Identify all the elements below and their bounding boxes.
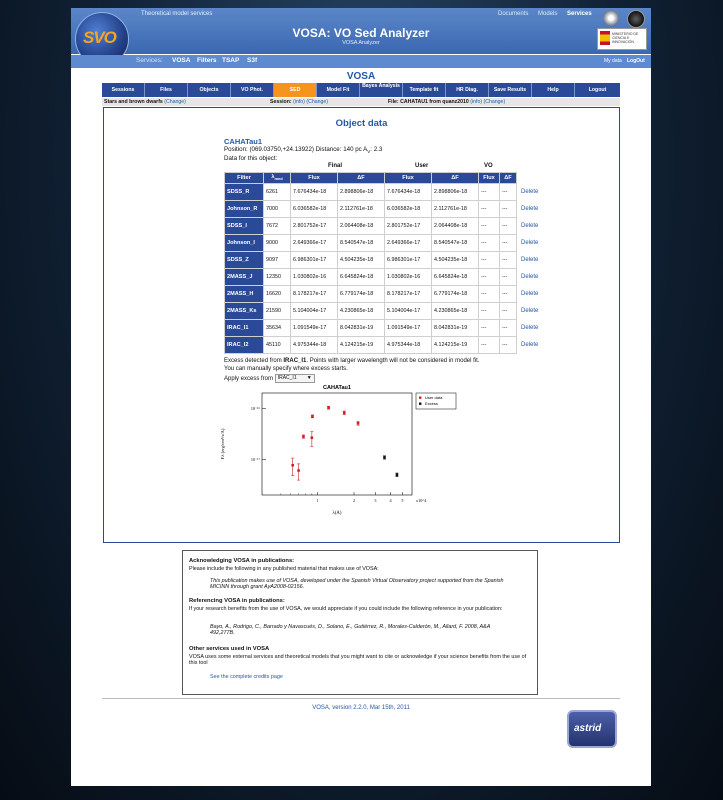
content-panel (103, 107, 620, 543)
tab-model-fit[interactable]: Model Fit (317, 83, 360, 97)
col-lambda-sub: med (274, 176, 283, 182)
cell-vo-df: --- (500, 286, 517, 303)
legend-label: Excess (425, 401, 438, 406)
excess-pre: Excess detected from (224, 358, 284, 364)
table-row (225, 303, 544, 320)
cell-vo-df: --- (500, 337, 517, 354)
services-bar (71, 55, 651, 68)
ref-text: If your research benefits from the use of VOSA, we would appreciate if you could include the following reference in your publication: (189, 606, 503, 612)
cell-vo-flux: --- (479, 235, 500, 252)
spain-flag-icon (600, 31, 610, 45)
data-point (383, 456, 386, 459)
cell-final-flux: 2.801752e-17 (291, 218, 338, 235)
delete-link[interactable]: Delete (521, 206, 539, 212)
sed-chart (216, 383, 476, 533)
col-user-df: ΔF (432, 173, 479, 184)
y-axis-label: Fλ (erg/cm²/s/A) (220, 428, 225, 460)
apply-excess-select[interactable] (275, 374, 315, 383)
astrid-logo[interactable] (567, 710, 617, 748)
my-data-link[interactable]: My data (604, 58, 622, 64)
cell-lambda: 9000 (264, 235, 291, 252)
tab-files[interactable]: Files (145, 83, 188, 97)
excess-message (224, 358, 479, 364)
cell-lambda: 12350 (264, 269, 291, 286)
cell-lambda: 6261 (264, 184, 291, 201)
photometry-table (224, 172, 544, 354)
cell-lambda: 7672 (264, 218, 291, 235)
credits-link[interactable]: See the complete credits page (210, 674, 283, 680)
data-point (396, 474, 399, 477)
cell-vo-flux: --- (479, 303, 500, 320)
cell-user-df: 2.898806e-18 (432, 184, 479, 201)
credits-box (182, 550, 538, 695)
cell-vo-df: --- (500, 201, 517, 218)
legend-marker (419, 397, 421, 399)
table-row (225, 201, 544, 218)
astrid-logo-text: astrid (574, 723, 602, 734)
version-text: VOSA, version 2.2.0, Mar 15th, 2011 (312, 705, 410, 711)
table-row (225, 252, 544, 269)
y-tick-label: 10⁻¹⁷ (250, 456, 260, 462)
documents-link[interactable]: Documents (498, 11, 529, 17)
tab-sessions[interactable]: Sessions (102, 83, 145, 97)
service-vosa[interactable]: VOSA (172, 57, 191, 64)
cell-user-flux: 1.030802e-16 (385, 269, 432, 286)
file-change-link[interactable]: (Change) (483, 99, 506, 105)
svo-logo-text: SVO (83, 28, 116, 47)
cell-vo-flux: --- (479, 184, 500, 201)
cell-user-flux: 2.649366e-17 (385, 235, 432, 252)
tab-objects[interactable]: Objects (188, 83, 231, 97)
apply-excess-value: IRAC_I1 (277, 375, 297, 381)
col-final-flux: Flux (291, 173, 338, 184)
data-point (302, 435, 305, 438)
x-tick-label: 3 (374, 498, 377, 503)
tab-hr-diag[interactable]: HR Diag. (446, 83, 489, 97)
user-group-header: User (415, 163, 429, 169)
excess-post: . Points with larger wavelength will not be considered in model fit. (306, 358, 480, 364)
cell-final-flux: 6.036582e-18 (291, 201, 338, 218)
session-change-link[interactable]: (Change) (306, 99, 328, 105)
cell-user-flux: 5.104004e-17 (385, 303, 432, 320)
table-header-row (225, 173, 544, 184)
cell-final-df: 2.112761e-18 (338, 201, 385, 218)
cell-filter: 2MASS_J (225, 269, 264, 286)
site-header (71, 8, 651, 54)
cell-final-df: 4.504235e-18 (338, 252, 385, 269)
models-label: Stars and brown dwarfs (104, 99, 163, 105)
data-point (311, 436, 314, 439)
cell-user-flux: 2.801752e-17 (385, 218, 432, 235)
table-row (225, 286, 544, 303)
x-multiplier: x10^4 (416, 498, 427, 503)
col-vo-flux: Flux (479, 173, 500, 184)
service-s3f[interactable]: S3f (247, 57, 258, 64)
cell-user-df: 6.645824e-18 (432, 269, 479, 286)
cell-final-flux: 1.091549e-17 (291, 320, 338, 337)
ref-quote: Bayo, A., Rodrigo, C., Barrado y Navascués, D., Solano, E., Gutiérrez, R., Morales-Calderón, M., Allard, F. 2008, A&A 492,277B. (210, 624, 491, 637)
file-label: File: CAHATAU1 from quanz2010 (388, 99, 469, 105)
cell-filter: SDSS_R (225, 184, 264, 201)
x-axis-label: λ(A) (332, 511, 342, 516)
cell-filter: IRAC_I2 (225, 337, 264, 354)
ack-title: Acknowledging VOSA in publications: (189, 558, 295, 564)
table-row (225, 320, 544, 337)
av-value: : 2.3 (370, 146, 383, 153)
cell-vo-df: --- (500, 269, 517, 286)
cell-final-flux: 2.649366e-17 (291, 235, 338, 252)
cell-user-flux: 8.178217e-17 (385, 286, 432, 303)
logout-link[interactable]: LogOut (627, 58, 645, 64)
x-tick-label: 1 (316, 498, 319, 503)
cell-user-flux: 6.036582e-18 (385, 201, 432, 218)
vo-group-header: VO (484, 163, 493, 169)
ministry-logo (597, 28, 647, 50)
col-lambda-label: λ (271, 174, 275, 181)
tab-template-fit[interactable]: Template fit (403, 83, 446, 97)
session-info-link[interactable]: (info) (293, 99, 305, 105)
cell-vo-flux: --- (479, 252, 500, 269)
cell-vo-flux: --- (479, 201, 500, 218)
tab-logout[interactable]: Logout (588, 87, 607, 93)
status-bar (102, 98, 620, 106)
object-name: CAHATau1 (224, 137, 263, 146)
cell-final-df: 2.898806e-18 (338, 184, 385, 201)
cell-filter: Johnson_I (225, 235, 264, 252)
cell-final-df: 6.779174e-18 (338, 286, 385, 303)
table-row (225, 269, 544, 286)
cell-user-df: 4.230865e-18 (432, 303, 479, 320)
col-vo-df: ΔF (500, 173, 517, 184)
ack-text: Please include the following in any published material that makes use of VOSA: (189, 566, 379, 572)
table-row (225, 184, 544, 201)
app-title: VOSA (346, 71, 376, 82)
delete-link[interactable]: Delete (521, 325, 539, 331)
position-text: Position: (069.03750,+24.13922) Distance: 140 pc A (224, 146, 368, 153)
tab-sed[interactable]: SED (274, 83, 317, 97)
main-nav (102, 83, 620, 97)
cell-user-flux: 7.676434e-18 (385, 184, 432, 201)
data-point (291, 464, 294, 467)
cell-final-flux: 1.030802e-16 (291, 269, 338, 286)
col-final-df: ΔF (338, 173, 385, 184)
legend-marker (419, 403, 421, 405)
cell-user-df: 2.112761e-18 (432, 201, 479, 218)
x-tick-label: 2 (352, 498, 356, 503)
cell-final-df: 8.042831e-19 (338, 320, 385, 337)
footer-divider (102, 698, 620, 699)
cell-filter: 2MASS_H (225, 286, 264, 303)
tab-save-results[interactable]: Save Results (489, 83, 532, 97)
cell-lambda: 7000 (264, 201, 291, 218)
cell-lambda: 45110 (264, 337, 291, 354)
apply-excess-label: Apply excess from (224, 376, 274, 383)
cell-final-df: 4.124215e-19 (338, 337, 385, 354)
tab-vo-phot[interactable]: VO Phot. (231, 83, 274, 97)
services-label: Services: (136, 57, 163, 64)
service-filters[interactable]: Filters (197, 57, 217, 64)
delete-link[interactable]: Delete (521, 240, 539, 246)
excess-hint: You can manually specify where excess starts. (224, 366, 348, 372)
final-group-header: Final (328, 163, 343, 169)
cell-filter: SDSS_I (225, 218, 264, 235)
cell-user-df: 4.124215e-19 (432, 337, 479, 354)
cell-vo-flux: --- (479, 218, 500, 235)
cell-lambda: 16620 (264, 286, 291, 303)
delete-link[interactable]: Delete (521, 189, 539, 195)
page-title: VOSA: VO Sed Analyzer (292, 26, 430, 40)
delete-link[interactable]: Delete (521, 291, 539, 297)
cell-filter: IRAC_I1 (225, 320, 264, 337)
ministry-logo-text: MINISTERIO DE CIENCIA E INNOVACIÓN (612, 32, 639, 44)
apply-excess-row (224, 374, 315, 383)
col-filter: Filter (225, 173, 264, 184)
cell-user-df: 8.042831e-19 (432, 320, 479, 337)
table-row (225, 218, 544, 235)
cell-vo-df: --- (500, 235, 517, 252)
cell-final-df: 6.645824e-18 (338, 269, 385, 286)
col-user-flux: Flux (385, 173, 432, 184)
table-row (225, 235, 544, 252)
service-tsap[interactable]: TSAP (222, 57, 240, 64)
dropdown-arrow-icon: ▼ (306, 375, 312, 381)
session-label: Session: (270, 99, 292, 105)
cell-final-flux: 7.676434e-18 (291, 184, 338, 201)
delete-link[interactable]: Delete (521, 308, 539, 314)
cell-filter: Johnson_R (225, 201, 264, 218)
cell-user-df: 8.540547e-18 (432, 235, 479, 252)
cell-user-df: 6.779174e-18 (432, 286, 479, 303)
page-subtitle: VOSA Analyzer (342, 40, 380, 46)
tab-help[interactable]: Help (532, 83, 575, 97)
x-tick-label: 5 (401, 498, 404, 503)
object-position (224, 146, 382, 154)
cell-vo-df: --- (500, 303, 517, 320)
data-point (297, 469, 300, 472)
plot-frame (262, 393, 412, 495)
vosa-page (71, 8, 651, 786)
cell-lambda: 9097 (264, 252, 291, 269)
cell-vo-flux: --- (479, 320, 500, 337)
cell-user-flux: 4.975344e-18 (385, 337, 432, 354)
cell-final-df: 8.540547e-18 (338, 235, 385, 252)
cell-filter: 2MASS_Ks (225, 303, 264, 320)
cell-lambda: 21590 (264, 303, 291, 320)
cell-vo-df: --- (500, 252, 517, 269)
file-info-link[interactable]: (info) (470, 99, 483, 105)
cell-user-flux: 1.091549e-17 (385, 320, 432, 337)
section-title: Object data (335, 118, 388, 129)
cell-final-flux: 6.986301e-17 (291, 252, 338, 269)
cell-final-df: 2.064408e-18 (338, 218, 385, 235)
models-link[interactable]: Models (538, 11, 558, 17)
delete-link[interactable]: Delete (521, 223, 539, 229)
cell-user-df: 2.064408e-18 (432, 218, 479, 235)
cell-vo-df: --- (500, 184, 517, 201)
cell-final-df: 4.230865e-18 (338, 303, 385, 320)
cell-final-flux: 4.975344e-18 (291, 337, 338, 354)
data-point (327, 406, 330, 409)
cell-filter: SDSS_Z (225, 252, 264, 269)
data-point (357, 422, 360, 425)
excess-filter: IRAC_I1 (283, 358, 307, 364)
ack-quote: This publication makes use of VOSA, developed under the Spanish Virtual Observatory project supported from the Spanish MICINN through grant AyA2008-02156. (210, 578, 504, 591)
col-lambda (264, 173, 291, 184)
inta-logo-icon[interactable] (627, 10, 645, 28)
data-label: Data for this object: (224, 155, 278, 162)
delete-link[interactable]: Delete (521, 257, 539, 263)
chart-title: CAHATau1 (323, 385, 351, 391)
data-point (311, 415, 314, 418)
table-row (225, 337, 544, 354)
other-title: Other services used in VOSA (189, 646, 270, 652)
y-tick-label: 10⁻¹⁶ (250, 405, 260, 411)
x-tick-label: 4 (389, 498, 392, 503)
cell-final-flux: 5.104004e-17 (291, 303, 338, 320)
cell-lambda: 35634 (264, 320, 291, 337)
cell-final-flux: 8.178217e-17 (291, 286, 338, 303)
cell-vo-flux: --- (479, 286, 500, 303)
cell-vo-flux: --- (479, 269, 500, 286)
data-point (343, 412, 346, 415)
other-text: VOSA uses some external services and theoretical models that you might want to cite or acknowledge if your science benefits from the use of this tool (189, 654, 527, 667)
cell-vo-flux: --- (479, 337, 500, 354)
models-change-link[interactable]: (Change) (164, 99, 186, 105)
delete-link[interactable]: Delete (521, 274, 539, 280)
legend-label: User data (425, 395, 443, 400)
cell-vo-df: --- (500, 218, 517, 235)
services-link[interactable]: Services (567, 11, 592, 17)
ref-title: Referencing VOSA in publications: (189, 598, 285, 604)
cell-user-df: 4.504235e-18 (432, 252, 479, 269)
cell-vo-df: --- (500, 320, 517, 337)
telescope-icon[interactable] (603, 10, 619, 26)
av-subscript: V (367, 149, 371, 155)
delete-link[interactable]: Delete (521, 342, 539, 348)
theoretical-services-link[interactable]: Theoretical model services (141, 11, 213, 17)
tab-bayes-analysis[interactable]: Bayes Analysis (360, 83, 403, 97)
cell-user-flux: 6.986301e-17 (385, 252, 432, 269)
